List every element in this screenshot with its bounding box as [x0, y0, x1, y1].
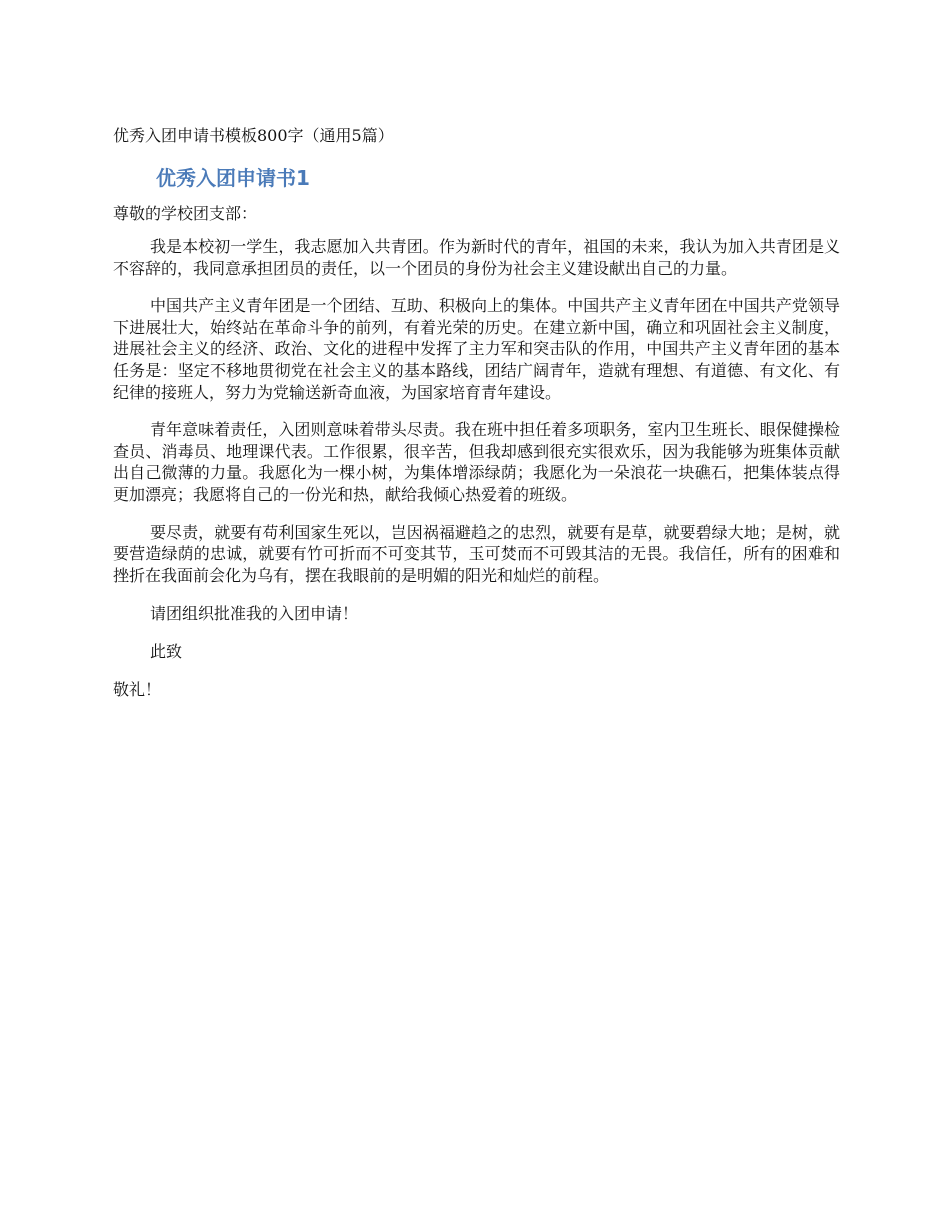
body-paragraph: 青年意味着责任，入团则意味着带头尽责。我在班中担任着多项职务，室内卫生班长、眼保健操检查员、消毒员、地理课代表。工作很累，很辛苦，但我却感到很充实很欢乐，因为我能够为班集体贡献出自己微薄的力量。我愿化为一棵小树，为集体增添绿荫；我愿化为一朵浪花一块礁石，把集体装点得更加漂亮；我愿将自己的一份光和热，献给我倾心热爱着的班级。	[113, 420, 840, 504]
closing-jingli: 敬礼！	[113, 680, 162, 700]
section-heading: 优秀入团申请书1	[156, 166, 310, 190]
document-page	[113, 124, 840, 702]
salutation: 尊敬的学校团支部：	[113, 204, 258, 223]
document-title: 优秀入团申请书模板800字（通用5篇）	[113, 126, 394, 145]
request-line: 请团组织批准我的入团申请！	[150, 604, 359, 624]
closing-cizhi: 此致	[150, 642, 183, 662]
body-paragraph: 要尽责，就要有苟利国家生死以，岂因祸福避趋之的忠烈，就要有是草，就要碧绿大地；是树，就要营造绿荫的忠诚，就要有竹可折而不可变其节，玉可焚而不可毁其洁的无畏。我信任，所有的困难和挫折在我面前会化为乌有，摆在我眼前的是明媚的阳光和灿烂的前程。	[113, 522, 840, 585]
body-paragraph: 中国共产主义青年团是一个团结、互助、积极向上的集体。中国共产主义青年团在中国共产党领导下进展壮大，始终站在革命斗争的前列，有着光荣的历史。在建立新中国，确立和巩固社会主义制度，进展社会主义的经济、政治、文化的进程中发挥了主力军和突击队的作用，中国共产主义青年团的基本任务是：坚定不移地贯彻党在社会主义的基本路线，团结广阔青年，造就有理想、有道德、有文化、有纪律的接班人，努力为党输送新奇血液，为国家培育青年建设。	[113, 296, 840, 402]
body-paragraph: 我是本校初一学生，我志愿加入共青团。作为新时代的青年，祖国的未来，我认为加入共青团是义不容辞的，我同意承担团员的责任，以一个团员的身份为社会主义建设献出自己的力量。	[113, 237, 840, 278]
